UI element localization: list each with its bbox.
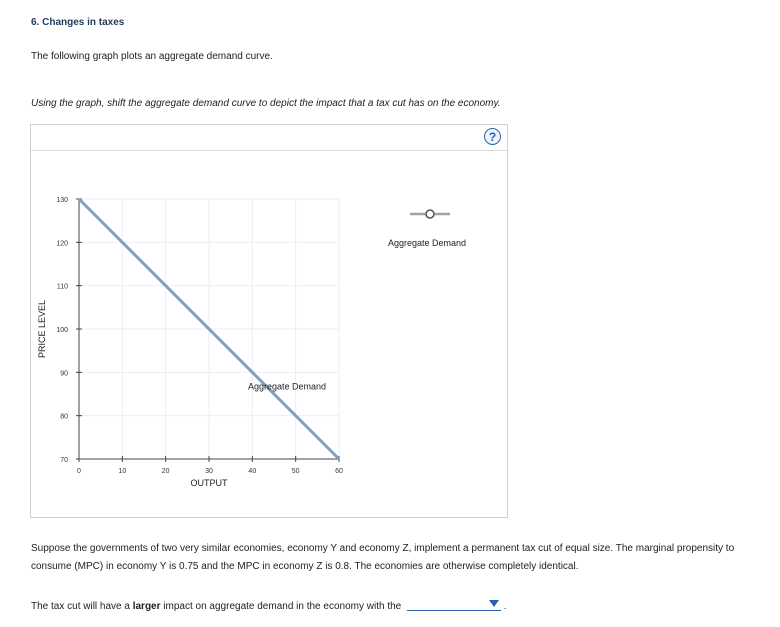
y-tick-label: 100 [56, 327, 68, 334]
graph-panel [30, 124, 508, 518]
y-axis-label: PRICE LEVEL [37, 299, 47, 359]
answer-end: . [503, 601, 507, 612]
x-tick-label: 20 [161, 468, 170, 475]
economy-dropdown[interactable] [407, 598, 501, 611]
y-tick-label: 70 [60, 457, 68, 464]
legend-tool[interactable] [410, 210, 450, 218]
answer-prefix: The tax cut will have a [31, 601, 133, 612]
labels [37, 197, 343, 488]
chevron-down-icon[interactable] [489, 600, 499, 607]
x-tick-label: 40 [248, 468, 257, 475]
ad-graph[interactable] [31, 125, 507, 517]
answer-suffix: impact on aggregate demand in the economy with the [160, 601, 402, 612]
x-axis-label: OUTPUT [190, 478, 228, 488]
intro-text: The following graph plots an aggregate demand curve. [31, 51, 273, 62]
legend-handle-icon[interactable] [426, 210, 434, 218]
y-tick-label: 80 [60, 413, 68, 421]
x-tick-label: 60 [335, 468, 343, 475]
curve-annotation: Aggregate Demand [247, 381, 327, 392]
legend-label: Aggregate Demand [388, 238, 467, 248]
x-tick-label: 10 [118, 468, 127, 475]
page-title: 6. Changes in taxes [31, 17, 125, 28]
y-tick-label: 130 [56, 197, 68, 204]
help-icon[interactable]: ? [484, 128, 501, 145]
y-tick-label: 120 [56, 240, 68, 248]
x-tick-label: 50 [291, 468, 300, 475]
axes [76, 199, 339, 462]
x-tick-label: 0 [77, 468, 81, 475]
y-tick-label: 90 [60, 370, 68, 378]
answer-line [31, 598, 507, 612]
y-tick-label: 110 [56, 283, 68, 291]
question-text: Suppose the governments of two very similar economies, economy Y and economy Z, implement a permanent tax cut of equal size. The marginal propensity to consume (MPC) in economy Y is 0.75 and the MPC in economy Z is 0.8. The economies are otherwise completely identical. [31, 543, 735, 572]
x-tick-label: 30 [205, 468, 213, 475]
answer-bold: larger [132, 601, 161, 612]
instruction-text: Using the graph, shift the aggregate demand curve to depict the impact that a tax cut has on the economy. [31, 98, 501, 109]
